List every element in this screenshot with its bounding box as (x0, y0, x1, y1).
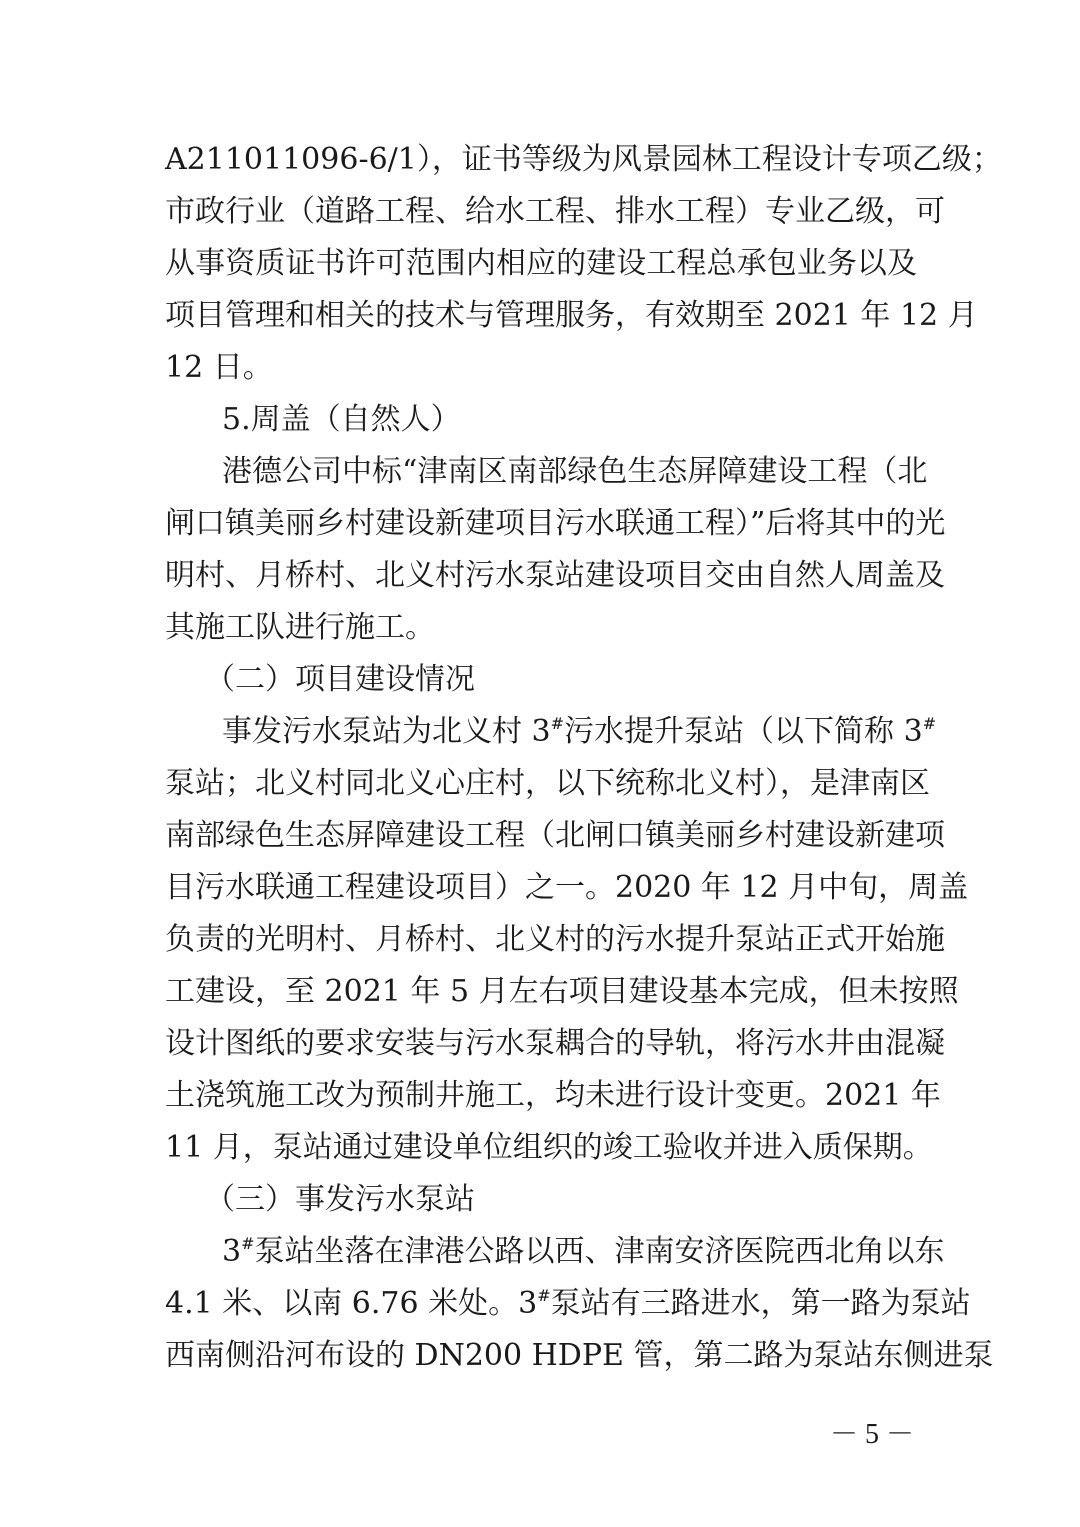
section-heading: （二）项目建设情况 (205, 662, 475, 697)
text-line: 事发污水泵站为北义村 3#污水提升泵站（以下简称 3# (222, 714, 937, 749)
text-line: 4.1 米、以南 6.76 米处。3#泵站有三路进水，第一路为泵站 (165, 1286, 971, 1321)
text-line: 负责的光明村、月桥村、北义村的污水提升泵站正式开始施 (165, 922, 945, 957)
subsection-heading: 5.周盖（自然人） (222, 402, 461, 437)
text-line: 土浇筑施工改为预制井施工，均未进行设计变更。2021 年 (165, 1078, 941, 1113)
text-line: 11 月，泵站通过建设单位组织的竣工验收并进入质保期。 (165, 1130, 933, 1165)
section-heading: （三）事发污水泵站 (205, 1182, 475, 1217)
text-line: 设计图纸的要求安装与污水泵耦合的导轨，将污水井由混凝 (165, 1026, 945, 1061)
text-line: 港德公司中标“津南区南部绿色生态屏障建设工程（北 (222, 454, 928, 489)
page-number: － 5 － (830, 1419, 915, 1450)
text-line: 工建设，至 2021 年 5 月左右项目建设基本完成，但未按照 (165, 974, 959, 1009)
text-line: 其施工队进行施工。 (165, 610, 435, 645)
text-line: 南部绿色生态屏障建设工程（北闸口镇美丽乡村建设新建项 (165, 818, 945, 853)
text-line: 市政行业（道路工程、给水工程、排水工程）专业乙级，可 (165, 194, 945, 229)
text-line: 明村、月桥村、北义村污水泵站建设项目交由自然人周盖及 (165, 558, 945, 593)
text-line: 闸口镇美丽乡村建设新建项目污水联通工程）”后将其中的光 (165, 506, 946, 541)
text-line: 从事资质证书许可范围内相应的建设工程总承包业务以及 (165, 246, 917, 281)
text-line: 泵站；北义村同北义心庄村，以下统称北义村），是津南区 (165, 766, 930, 801)
text-line: 项目管理和相关的技术与管理服务，有效期至 2021 年 12 月 (165, 298, 978, 333)
text-line: 3#泵站坐落在津港公路以西、津南安济医院西北角以东 (222, 1234, 945, 1269)
text-line: 12 日。 (165, 350, 273, 385)
text-line: 目污水联通工程建设项目）之一。2020 年 12 月中旬，周盖 (165, 870, 969, 905)
text-line: 西南侧沿河布设的 DN200 HDPE 管，第二路为泵站东侧进泵 (165, 1338, 994, 1373)
text-line: A211011096-6/1），证书等级为风景园林工程设计专项乙级； (165, 142, 1002, 177)
